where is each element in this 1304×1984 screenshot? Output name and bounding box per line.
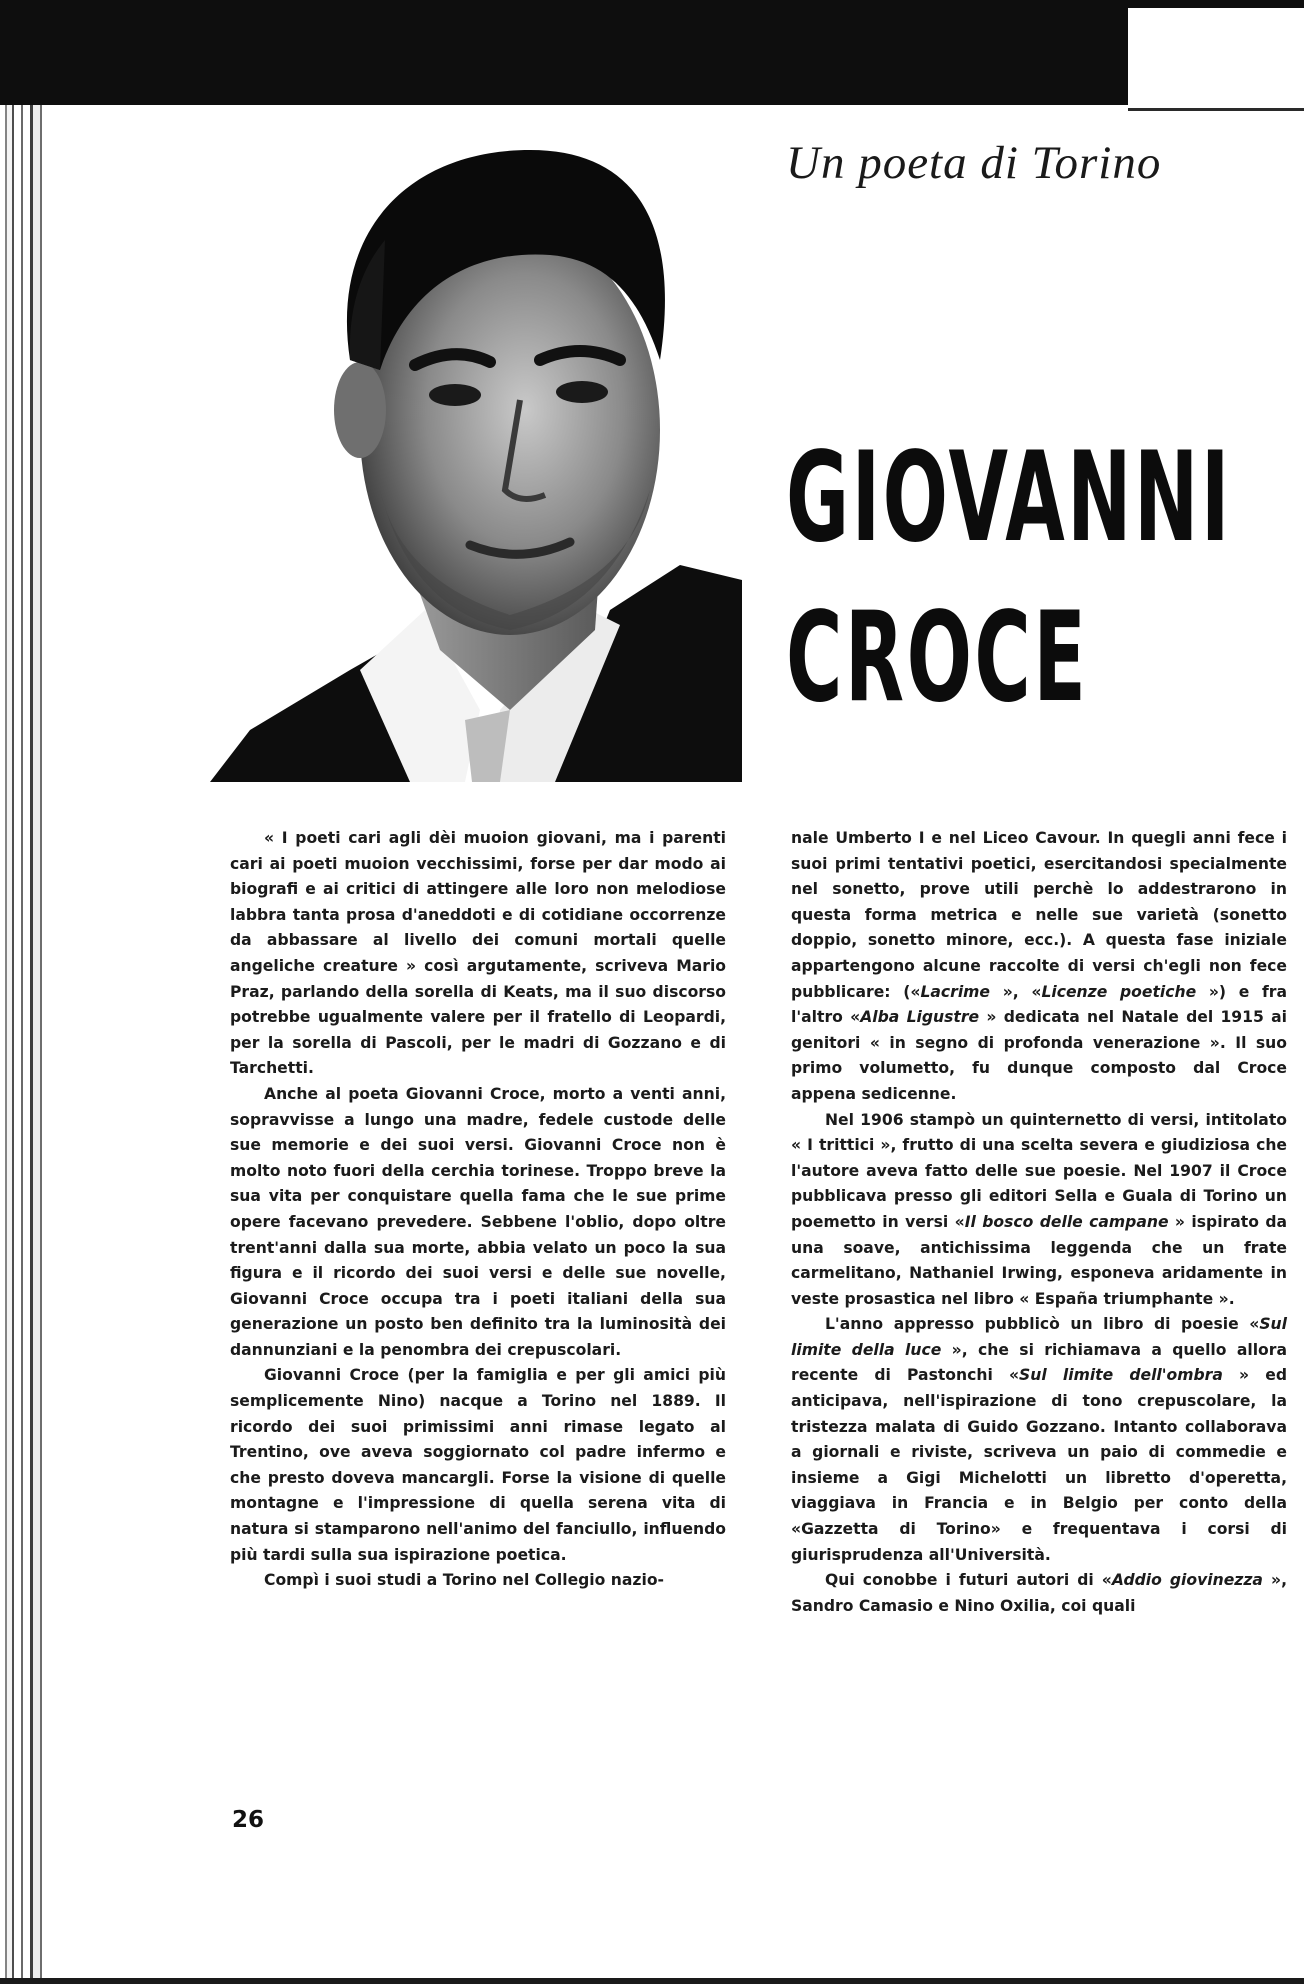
work-title: Il bosco delle campane [964, 1212, 1169, 1231]
paragraph: Giovanni Croce (per la famiglia e per gli amici più semplicemente Nino) nacque a Torino nel 1889. Il ricordo dei suoi primissimi anni rimase legato al Trentino, ove aveva soggiornato col padre infermo e che presto doveva mancargli. Forse la visione di quelle montagne e l'impressione di quella serena vita di natura si stamparono nell'animo del fanciullo, influendo più tardi sulla sua ispirazione poetica. [230, 1366, 726, 1564]
title-first-name: GIOVANNI [786, 426, 1232, 570]
text-run: Nel 1906 stampò un quinternetto di versi, intitolato « I trittici », frutto di una scelta severa e giudiziosa che l'autore aveva fatto delle sue poesie. Nel 1907 il Croce pubblicava presso gli editori Sella e Guala di Torino un poemetto in versi « [791, 1110, 1287, 1231]
work-title: Sul limite della luce [791, 1315, 1287, 1359]
paragraph [791, 1312, 1287, 1568]
subtitle: Un poeta di Torino [786, 137, 1162, 189]
top-black-band-edge [1128, 0, 1304, 8]
paragraph: « I poeti cari agli dèi muoion giovani, ma i parenti cari ai poeti muoion vecchissimi, forse per dar modo ai biografi e ai critici di attingere alle loro non melodiose labbra tanta prosa d'aneddoti e di cotidiane occorrenze da abbassare al livello dei comuni mortali quelle angeliche creature » così argutamente, scriveva Mario Praz, parlando della sorella di Keats, ma il suo discorso potrebbe ugualmente valere per il fratello di Leopardi, per la sorella di Pascoli, per le madri di Gozzano e di Tarchetti. [230, 829, 726, 1078]
work-title: Alba Ligustre [860, 1008, 980, 1027]
title-last-name: CROCE [786, 586, 1089, 730]
bottom-rule [0, 1978, 1304, 1984]
work-title: Licenze poetiche [1041, 982, 1197, 1001]
text-run: » ispirato da una soave, antichissima leggenda che un frate carmelitano, Nathaniel Irwing, esponeva aridamente in veste prosastica nel libro « España triumphante ». [791, 1212, 1288, 1308]
text-run: », « [990, 982, 1042, 1001]
corner-rule [1128, 108, 1304, 111]
paragraph: Compì i suoi studi a Torino nel Collegio nazio- [264, 1571, 665, 1590]
portrait-illustration [210, 110, 742, 782]
work-title: Addio giovinezza [1111, 1571, 1263, 1590]
text-run: » ed anticipava, nell'ispirazione di tono crepuscolare, la tristezza malata di Guido Gozzano. Intanto collaborava a giornali e riviste, scriveva un paio di commedie e insieme a Gigi Michelotti un libretto d'operetta, viaggiava in Francia e in Belgio per conto della «Gazzetta di Torino» e frequentava i corsi di giurisprudenza all'Università. [791, 1366, 1288, 1564]
text-run: Qui conobbe i futuri autori di « [825, 1571, 1112, 1590]
left-column [230, 826, 726, 1594]
paragraph [791, 1568, 1287, 1619]
paragraph [791, 826, 1287, 1108]
portrait-photo [210, 110, 742, 782]
work-title: Sul limite dell'ombra [1019, 1366, 1223, 1385]
text-run: L'anno appresso pubblicò un libro di poesie « [825, 1315, 1260, 1334]
text-run: » dedicata nel Natale del 1915 ai genitori « in segno di profonda venerazione ». Il suo primo volumetto, fu dunque composto dal Croce appena sedicenne. [791, 1008, 1287, 1103]
paragraph [791, 1108, 1287, 1313]
text-run: », Sandro Camasio e Nino Oxilia, coi quali [791, 1571, 1288, 1615]
text-run: ») e fra l'altro « [791, 982, 1287, 1027]
page-number: 26 [232, 1807, 265, 1833]
text-run: », che si richiamava a quello allora recente di Pastonchi « [791, 1340, 1287, 1385]
work-title: Lacrime [920, 982, 991, 1001]
paragraph: Anche al poeta Giovanni Croce, morto a venti anni, sopravvisse a lungo una madre, fedele custode delle sue memorie e dei suoi versi. Giovanni Croce non è molto noto fuori della cerchia torinese. Troppo breve la sua vita per conquistare quella fama che le sue prime opere facevano prevedere. Sebbene l'oblio, dopo oltre trent'anni dalla sua morte, abbia velato un poco la sua figura e il ricordo dei suoi versi e delle sue novelle, Giovanni Croce occupa tra i poeti italiani della sua generazione un posto ben definito tra la luminosità dei dannunziani e la penombra dei crepuscolari. [230, 1084, 726, 1359]
top-black-band [0, 0, 1128, 105]
text-run: nale Umberto I e nel Liceo Cavour. In quegli anni fece i suoi primi tentativi poetici, esercitandosi specialmente nel sonetto, prove utili perchè lo addestrarono in questa forma metrica e nelle sue varietà (sonetto doppio, sonetto minore, ecc.). A questa fase iniziale appartengono alcune raccolte di versi ch'egli non fece pubblicare: (« [791, 829, 1287, 1001]
right-column [791, 826, 1287, 1619]
binding-spine [0, 105, 56, 1984]
